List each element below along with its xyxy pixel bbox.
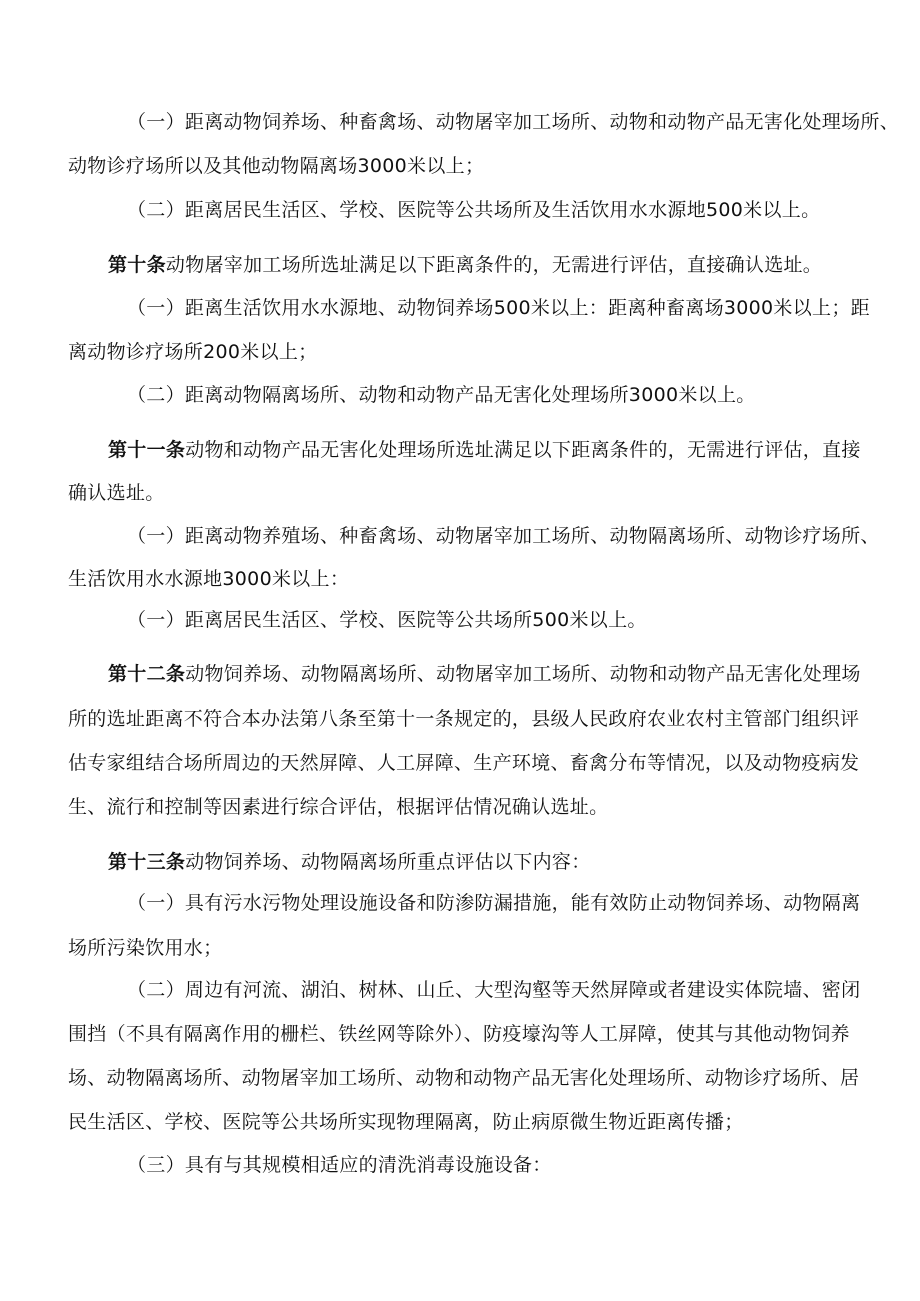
paragraph-line: 生、流行和控制等因素进行综合评估，根据评估情况确认选址。 [68,796,609,818]
paragraph-line: （二）周边有河流、湖泊、树林、山丘、大型沟壑等天然屏障或者建设实体院墙、密闭 [127,979,861,1001]
paragraph-line: 场、动物隔离场所、动物屠宰加工场所、动物和动物产品无害化处理场所、动物诊疗场所、居 [68,1067,860,1089]
article-text: 动物和动物产品无害化处理场所选址满足以下距离条件的，无需进行评估，直接 [185,439,861,461]
paragraph-line: 生活饮用水水源地3000米以上： [68,568,350,590]
paragraph-line: （三）具有与其规模相适应的清洗消毒设施设备： [127,1154,552,1176]
article-heading: 第十三条 [108,851,186,873]
article-10 [108,252,822,278]
paragraph-line: 动物诊疗场所以及其他动物隔离场3000米以上； [68,155,485,177]
paragraph-line: 所的选址距离不符合本办法第八条至第十一条规定的，县级人民政府农业农村主管部门组织评 [68,708,860,730]
article-heading: 第十一条 [108,439,186,461]
paragraph-line: 围挡（不具有隔离作用的栅栏、铁丝网等除外）、防疫壕沟等人工屏障，使其与其他动物饲养 [68,1023,850,1045]
article-text: 动物饲养场、动物隔离场所重点评估以下内容： [185,851,591,873]
paragraph-line: （一）距离动物养殖场、种畜禽场、动物屠宰加工场所、动物隔离场所、动物诊疗场所、 [127,525,880,547]
article-heading: 第十二条 [108,663,186,685]
paragraph-line: （一）距离生活饮用水水源地、动物饲养场500米以上：距离种畜离场3000米以上；距 [127,297,870,319]
article-11 [108,437,861,463]
paragraph-line: 确认选址。 [68,482,165,504]
paragraph-line: 民生活区、学校、医院等公共场所实现物理隔离，防止病原微生物近距离传播； [68,1111,744,1133]
article-12 [108,661,861,687]
paragraph-line: 离动物诊疗场所200米以上； [68,341,318,363]
paragraph-line: （一）距离动物饲养场、种畜禽场、动物屠宰加工场所、动物和动物产品无害化处理场所、 [127,111,900,133]
article-13 [108,849,591,875]
article-text: 动物屠宰加工场所选址满足以下距离条件的，无需进行评估，直接确认选址。 [165,254,823,276]
article-heading: 第十条 [108,254,166,276]
paragraph-line: 估专家组结合场所周边的天然屏障、人工屏障、生产环境、畜禽分布等情况，以及动物疫病发 [68,752,860,774]
paragraph-line: （一）具有污水污物处理设施设备和防渗防漏措施，能有效防止动物饲养场、动物隔离 [127,892,861,914]
paragraph-line: （二）距离动物隔离场所、动物和动物产品无害化处理场所3000米以上。 [127,384,756,406]
article-text: 动物饲养场、动物隔离场所、动物屠宰加工场所、动物和动物产品无害化处理场 [185,663,861,685]
paragraph-line: （一）距离居民生活区、学校、医院等公共场所500米以上。 [127,609,647,631]
paragraph-line: （二）距离居民生活区、学校、医院等公共场所及生活饮用水水源地500米以上。 [127,199,821,221]
paragraph-line: 场所污染饮用水； [68,937,223,959]
